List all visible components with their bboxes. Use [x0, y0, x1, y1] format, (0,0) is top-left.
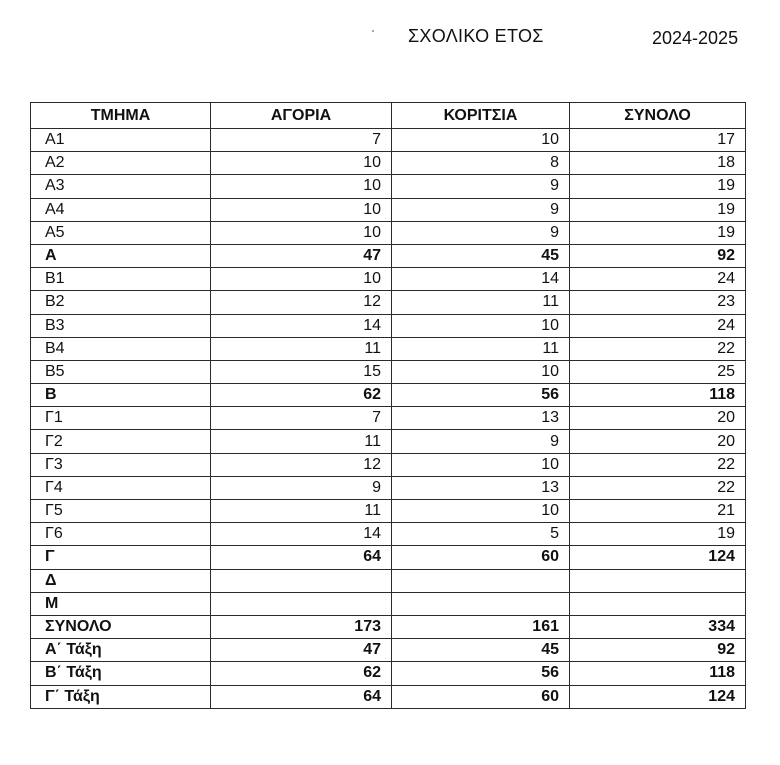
- table-row: [31, 523, 746, 546]
- cell-agoria: 11: [211, 500, 392, 523]
- cell-synolo: 18: [570, 152, 746, 175]
- table-row: [31, 407, 746, 430]
- cell-koritsia: 10: [392, 314, 570, 337]
- cell-koritsia: 14: [392, 268, 570, 291]
- cell-agoria: 7: [211, 407, 392, 430]
- cell-koritsia: 10: [392, 129, 570, 152]
- cell-synolo: 124: [570, 546, 746, 569]
- table-row: [31, 639, 746, 662]
- cell-agoria: 64: [211, 685, 392, 708]
- table-row: [31, 546, 746, 569]
- cell-agoria: 10: [211, 221, 392, 244]
- cell-tmima: Α1: [31, 129, 211, 152]
- cell-agoria: 14: [211, 314, 392, 337]
- cell-tmima: Γ3: [31, 453, 211, 476]
- cell-synolo: 23: [570, 291, 746, 314]
- table-row: [31, 152, 746, 175]
- cell-koritsia: 56: [392, 384, 570, 407]
- cell-tmima: Δ: [31, 569, 211, 592]
- cell-synolo: 19: [570, 221, 746, 244]
- cell-tmima: Γ΄ Τάξη: [31, 685, 211, 708]
- table-row: [31, 685, 746, 708]
- cell-koritsia: 11: [392, 337, 570, 360]
- cell-synolo: 92: [570, 639, 746, 662]
- cell-koritsia: 13: [392, 476, 570, 499]
- cell-synolo: 19: [570, 175, 746, 198]
- cell-agoria: 10: [211, 175, 392, 198]
- cell-koritsia: 13: [392, 407, 570, 430]
- cell-synolo: 92: [570, 244, 746, 267]
- cell-tmima: Β3: [31, 314, 211, 337]
- enrollment-table: [30, 102, 746, 709]
- cell-tmima: Γ6: [31, 523, 211, 546]
- table-row: [31, 198, 746, 221]
- cell-synolo: 22: [570, 476, 746, 499]
- cell-synolo: 118: [570, 384, 746, 407]
- scan-speck: [372, 30, 374, 32]
- cell-agoria: 47: [211, 639, 392, 662]
- cell-agoria: 9: [211, 476, 392, 499]
- cell-synolo: 24: [570, 314, 746, 337]
- cell-agoria: 10: [211, 198, 392, 221]
- cell-tmima: ΣΥΝΟΛΟ: [31, 615, 211, 638]
- cell-synolo: 19: [570, 523, 746, 546]
- table-row: [31, 662, 746, 685]
- cell-synolo: 24: [570, 268, 746, 291]
- table-row: [31, 337, 746, 360]
- cell-agoria: 47: [211, 244, 392, 267]
- cell-tmima: Β: [31, 384, 211, 407]
- cell-koritsia: [392, 592, 570, 615]
- cell-agoria: 15: [211, 360, 392, 383]
- cell-koritsia: 45: [392, 639, 570, 662]
- cell-tmima: Β2: [31, 291, 211, 314]
- cell-koritsia: 10: [392, 500, 570, 523]
- table-row: [31, 500, 746, 523]
- table-row: [31, 453, 746, 476]
- school-year: 2024-2025: [652, 28, 739, 48]
- cell-agoria: [211, 592, 392, 615]
- cell-tmima: Β5: [31, 360, 211, 383]
- cell-tmima: Μ: [31, 592, 211, 615]
- cell-synolo: 20: [570, 407, 746, 430]
- table-header-row: [31, 103, 746, 129]
- cell-tmima: Α΄ Τάξη: [31, 639, 211, 662]
- cell-tmima: Γ1: [31, 407, 211, 430]
- cell-koritsia: 11: [392, 291, 570, 314]
- table-row: [31, 268, 746, 291]
- table-row: [31, 592, 746, 615]
- column-header-synolo: ΣΥΝΟΛΟ: [570, 103, 746, 129]
- cell-koritsia: 45: [392, 244, 570, 267]
- cell-agoria: 7: [211, 129, 392, 152]
- cell-koritsia: 10: [392, 453, 570, 476]
- table-row: [31, 291, 746, 314]
- cell-koritsia: 161: [392, 615, 570, 638]
- cell-agoria: 12: [211, 453, 392, 476]
- cell-synolo: 124: [570, 685, 746, 708]
- cell-tmima: Β1: [31, 268, 211, 291]
- cell-koritsia: 9: [392, 175, 570, 198]
- cell-agoria: 64: [211, 546, 392, 569]
- cell-koritsia: 60: [392, 546, 570, 569]
- cell-agoria: 14: [211, 523, 392, 546]
- cell-synolo: 22: [570, 453, 746, 476]
- cell-agoria: 173: [211, 615, 392, 638]
- cell-koritsia: 9: [392, 430, 570, 453]
- cell-synolo: [570, 569, 746, 592]
- cell-koritsia: 56: [392, 662, 570, 685]
- cell-tmima: Γ4: [31, 476, 211, 499]
- cell-tmima: Γ: [31, 546, 211, 569]
- cell-koritsia: 5: [392, 523, 570, 546]
- cell-tmima: Α2: [31, 152, 211, 175]
- cell-synolo: 22: [570, 337, 746, 360]
- cell-agoria: 10: [211, 152, 392, 175]
- table-row: [31, 476, 746, 499]
- cell-synolo: [570, 592, 746, 615]
- cell-tmima: Α3: [31, 175, 211, 198]
- cell-tmima: Β4: [31, 337, 211, 360]
- table-row: [31, 384, 746, 407]
- cell-tmima: Γ2: [31, 430, 211, 453]
- cell-koritsia: 8: [392, 152, 570, 175]
- table-row: [31, 175, 746, 198]
- cell-synolo: 20: [570, 430, 746, 453]
- cell-koritsia: 9: [392, 221, 570, 244]
- cell-koritsia: 9: [392, 198, 570, 221]
- cell-agoria: 62: [211, 662, 392, 685]
- cell-koritsia: [392, 569, 570, 592]
- cell-tmima: Β΄ Τάξη: [31, 662, 211, 685]
- table-row: [31, 615, 746, 638]
- cell-agoria: 10: [211, 268, 392, 291]
- cell-agoria: 62: [211, 384, 392, 407]
- cell-synolo: 334: [570, 615, 746, 638]
- cell-tmima: Α5: [31, 221, 211, 244]
- cell-koritsia: 60: [392, 685, 570, 708]
- table-row: [31, 129, 746, 152]
- cell-agoria: 12: [211, 291, 392, 314]
- table-row: [31, 221, 746, 244]
- cell-synolo: 118: [570, 662, 746, 685]
- cell-synolo: 25: [570, 360, 746, 383]
- cell-synolo: 17: [570, 129, 746, 152]
- column-header-tmima: ΤΜΗΜΑ: [31, 103, 211, 129]
- cell-synolo: 19: [570, 198, 746, 221]
- cell-tmima: Α: [31, 244, 211, 267]
- cell-koritsia: 10: [392, 360, 570, 383]
- cell-tmima: Α4: [31, 198, 211, 221]
- table-row: [31, 569, 746, 592]
- cell-agoria: [211, 569, 392, 592]
- cell-agoria: 11: [211, 430, 392, 453]
- column-header-koritsia: ΚΟΡΙΤΣΙΑ: [392, 103, 570, 129]
- table-row: [31, 244, 746, 267]
- table-row: [31, 430, 746, 453]
- document-title: ΣΧΟΛΙΚΟ ΕΤΟΣ: [408, 26, 544, 46]
- table-row: [31, 314, 746, 337]
- column-header-agoria: ΑΓΟΡΙΑ: [211, 103, 392, 129]
- cell-synolo: 21: [570, 500, 746, 523]
- cell-tmima: Γ5: [31, 500, 211, 523]
- table-row: [31, 360, 746, 383]
- cell-agoria: 11: [211, 337, 392, 360]
